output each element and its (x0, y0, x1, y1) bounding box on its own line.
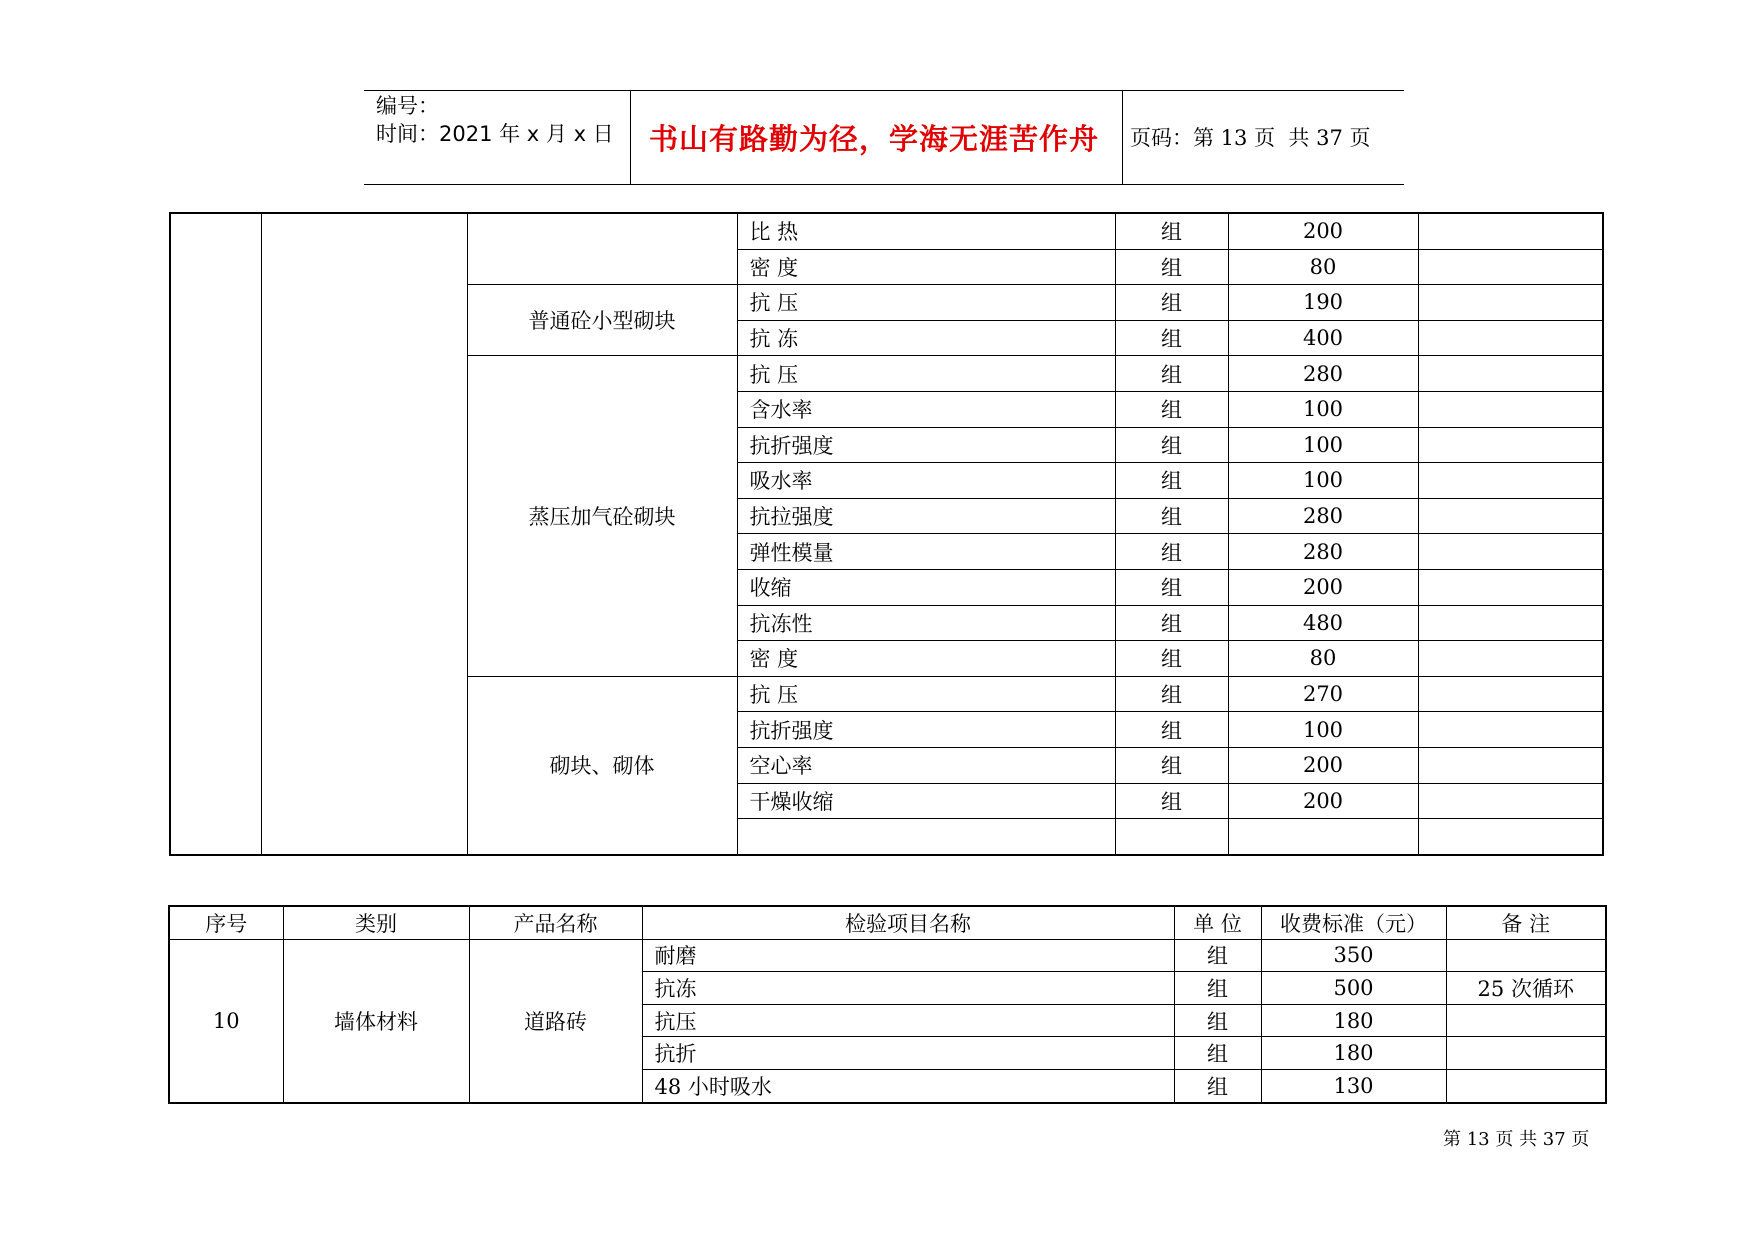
test-item-cell: 收缩 (737, 569, 1115, 605)
fee-cell: 280 (1228, 356, 1418, 392)
test-item-cell: 空心率 (737, 747, 1115, 783)
fee-cell: 200 (1228, 569, 1418, 605)
test-item-cell: 抗冻 (642, 972, 1174, 1005)
note-cell (1418, 463, 1603, 499)
unit-cell: 组 (1115, 320, 1228, 356)
note-cell (1418, 605, 1603, 641)
category-cell: 墙体材料 (283, 939, 469, 1102)
note-cell (1418, 213, 1603, 249)
unit-cell: 组 (1115, 391, 1228, 427)
header-seq: 序号 (169, 906, 283, 939)
note-cell (1418, 819, 1603, 855)
fee-cell: 400 (1228, 320, 1418, 356)
unit-cell: 组 (1115, 498, 1228, 534)
test-item-cell: 抗折强度 (737, 712, 1115, 748)
fee-cell (1228, 819, 1418, 855)
table-row (169, 939, 1606, 972)
document-time-label: 时间：2021 年 x 月 x 日 (376, 122, 614, 146)
header-divider (1122, 90, 1123, 184)
unit-cell: 组 (1115, 605, 1228, 641)
test-item-cell: 抗拉强度 (737, 498, 1115, 534)
note-cell (1446, 939, 1606, 972)
test-item-cell: 比 热 (737, 213, 1115, 249)
test-item-cell: 耐磨 (642, 939, 1174, 972)
unit-cell: 组 (1174, 972, 1261, 1005)
unit-cell: 组 (1115, 747, 1228, 783)
test-item-cell: 抗 压 (737, 356, 1115, 392)
note-cell (1446, 1037, 1606, 1070)
unit-cell: 组 (1115, 285, 1228, 321)
test-item-cell: 抗压 (642, 1004, 1174, 1037)
header-page-number: 页码：第 13 页 共 37 页 (1130, 126, 1371, 150)
unit-cell: 组 (1115, 427, 1228, 463)
document-number-label: 编号： (376, 94, 439, 118)
fee-cell: 200 (1228, 213, 1418, 249)
unit-cell: 组 (1115, 569, 1228, 605)
note-cell (1418, 641, 1603, 677)
test-item-cell: 抗冻性 (737, 605, 1115, 641)
fee-cell: 100 (1228, 427, 1418, 463)
fee-cell: 280 (1228, 534, 1418, 570)
note-cell (1418, 285, 1603, 321)
header-item: 检验项目名称 (642, 906, 1174, 939)
unit-cell: 组 (1174, 1037, 1261, 1070)
unit-cell (1115, 819, 1228, 855)
product-name-cell: 砌块、砌体 (467, 676, 737, 854)
note-cell (1418, 391, 1603, 427)
unit-cell: 组 (1115, 641, 1228, 677)
page-footer: 第 13 页 共 37 页 (1443, 1129, 1590, 1150)
note-cell (1418, 783, 1603, 819)
fee-table-continued (169, 212, 1604, 856)
note-cell (1418, 676, 1603, 712)
fee-cell: 100 (1228, 463, 1418, 499)
fee-cell: 480 (1228, 605, 1418, 641)
note-cell (1418, 249, 1603, 285)
header-unit: 单 位 (1174, 906, 1261, 939)
test-item-cell: 吸水率 (737, 463, 1115, 499)
fee-cell: 130 (1261, 1069, 1446, 1102)
test-item-cell: 抗 压 (737, 676, 1115, 712)
unit-cell: 组 (1115, 463, 1228, 499)
note-cell (1418, 747, 1603, 783)
seq-cell: 10 (169, 939, 283, 1102)
fee-cell: 200 (1228, 747, 1418, 783)
note-cell (1446, 1069, 1606, 1102)
fee-cell: 280 (1228, 498, 1418, 534)
unit-cell: 组 (1115, 676, 1228, 712)
fee-cell: 270 (1228, 676, 1418, 712)
note-cell (1418, 498, 1603, 534)
note-cell (1418, 534, 1603, 570)
note-cell: 25 次循环 (1446, 972, 1606, 1005)
fee-cell: 190 (1228, 285, 1418, 321)
unit-cell: 组 (1115, 249, 1228, 285)
note-cell (1446, 1004, 1606, 1037)
table-header-row (169, 906, 1606, 939)
fee-cell: 350 (1261, 939, 1446, 972)
test-item-cell: 干燥收缩 (737, 783, 1115, 819)
header-fee: 收费标准（元） (1261, 906, 1446, 939)
unit-cell: 组 (1115, 534, 1228, 570)
table-row (170, 213, 1603, 249)
fee-cell: 180 (1261, 1037, 1446, 1070)
fee-table-body (170, 213, 1603, 855)
fee-table-body (169, 939, 1606, 1102)
note-cell (1418, 712, 1603, 748)
test-item-cell: 含水率 (737, 391, 1115, 427)
fee-cell: 100 (1228, 391, 1418, 427)
note-cell (1418, 569, 1603, 605)
unit-cell: 组 (1115, 356, 1228, 392)
test-item-cell: 密 度 (737, 641, 1115, 677)
header-meta (376, 92, 614, 148)
category-cell (261, 213, 467, 855)
header-product: 产品名称 (469, 906, 642, 939)
test-item-cell: 48 小时吸水 (642, 1069, 1174, 1102)
header-motto: 书山有路勤为径，学海无涯苦作舟 (648, 121, 1099, 156)
fee-cell: 200 (1228, 783, 1418, 819)
note-cell (1418, 427, 1603, 463)
unit-cell: 组 (1115, 783, 1228, 819)
unit-cell: 组 (1115, 213, 1228, 249)
fee-cell: 500 (1261, 972, 1446, 1005)
seq-cell (170, 213, 261, 855)
test-item-cell: 抗 冻 (737, 320, 1115, 356)
product-name-cell (467, 213, 737, 285)
test-item-cell: 密 度 (737, 249, 1115, 285)
unit-cell: 组 (1174, 1069, 1261, 1102)
product-name-cell: 蒸压加气砼砌块 (467, 356, 737, 676)
product-name-cell: 普通砼小型砌块 (467, 285, 737, 356)
fee-table (168, 905, 1607, 1104)
note-cell (1418, 320, 1603, 356)
test-item-cell: 抗折 (642, 1037, 1174, 1070)
unit-cell: 组 (1115, 712, 1228, 748)
header-bottom-rule (364, 184, 1404, 185)
fee-cell: 80 (1228, 641, 1418, 677)
note-cell (1418, 356, 1603, 392)
product-name-cell: 道路砖 (469, 939, 642, 1102)
header-category: 类别 (283, 906, 469, 939)
fee-cell: 100 (1228, 712, 1418, 748)
test-item-cell: 弹性模量 (737, 534, 1115, 570)
unit-cell: 组 (1174, 1004, 1261, 1037)
header-note: 备 注 (1446, 906, 1606, 939)
fee-cell: 80 (1228, 249, 1418, 285)
test-item-cell: 抗 压 (737, 285, 1115, 321)
test-item-cell: 抗折强度 (737, 427, 1115, 463)
test-item-cell (737, 819, 1115, 855)
unit-cell: 组 (1174, 939, 1261, 972)
fee-cell: 180 (1261, 1004, 1446, 1037)
